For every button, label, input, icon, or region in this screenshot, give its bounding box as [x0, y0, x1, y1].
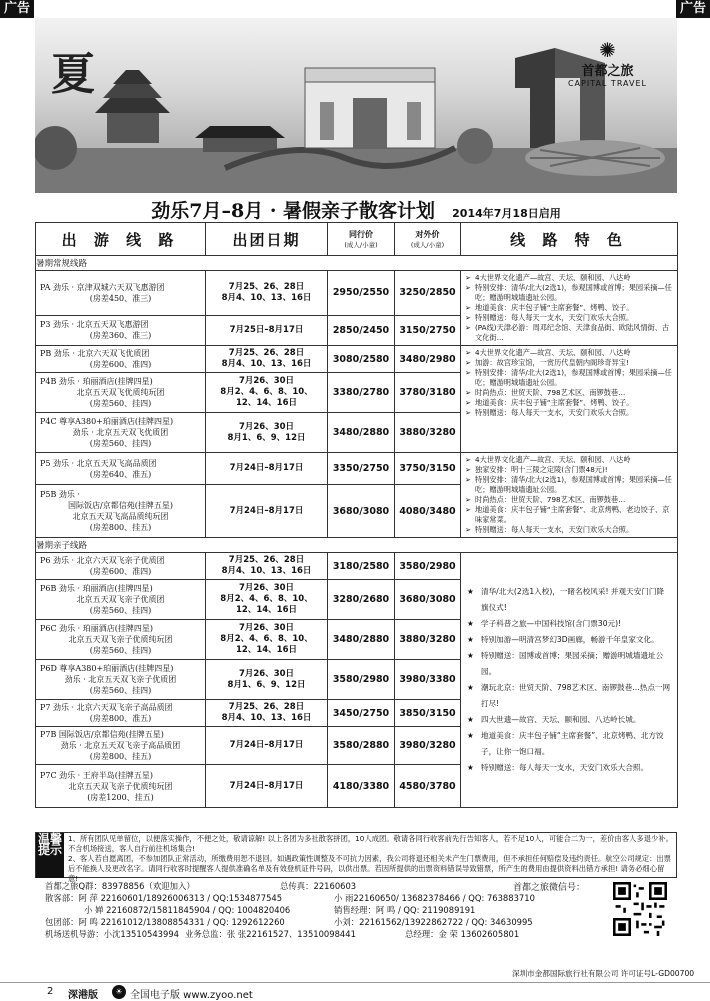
peer-price: 2950/2550 [328, 271, 395, 316]
public-price: 3850/3150 [395, 700, 461, 727]
sales-contact-2: 小 雨22160650/ 13682378466 / QQ: 763883710 [334, 893, 535, 903]
warm-tips-box [35, 832, 677, 883]
route-features [461, 453, 678, 538]
star-icon: ★ [467, 763, 474, 772]
peer-price: 3480/2880 [328, 620, 395, 660]
departure-dates: 7月25、26、28日 8月4、10、13、16日 [206, 271, 328, 316]
public-price: 3480/2980 [395, 346, 461, 373]
arrow-bullet-icon: ➢ [465, 398, 472, 407]
peer-price: 3580/2880 [328, 727, 395, 765]
license-info: 深圳市金都国际旅行社有限公司 许可证号L-GD00700 [512, 969, 695, 978]
page-title-row [35, 196, 677, 222]
regular-rows [36, 271, 678, 538]
warm-tips-text [68, 834, 674, 884]
route-name: P6C 劲乐 · 珀丽酒店(挂牌四星) 北京五天双飞亲子优质纯玩团 (房差560、挂四) [36, 620, 206, 660]
arrow-bullet-icon: ➢ [465, 388, 472, 397]
peer-price: 3080/2580 [328, 346, 395, 373]
peer-price: 3480/2880 [328, 413, 395, 453]
departure-dates: 7月25、26、28日 8月4、10、13、16日 [206, 553, 328, 580]
departure-dates: 7月26、30日 8月2、4、6、8、10、 12、14、16日 [206, 373, 328, 413]
header-dates: 出团日期 [206, 223, 328, 256]
public-price: 4080/3480 [395, 485, 461, 538]
e-edition-link[interactable]: 全国电子版 www.zyoo.net [130, 990, 253, 1001]
feature-item: ➢ 特别安排：清华/北大(2选1)，参观国博或首博；果园采摘—任吃；赠游明城墙遗址公园。 [465, 283, 672, 302]
arrow-bullet-icon: ➢ [465, 408, 472, 417]
page-number: 2 [47, 986, 54, 997]
feature-item: ★ 学子科普之旅—中国科技馆(含门票30元)! [467, 616, 671, 632]
section-family: 暑期亲子线路 [36, 538, 678, 553]
feature-item: ➢ 特别赠送：每人每天一支水，天安门欢乐大合照。 [465, 525, 634, 534]
departure-dates: 7月24日–8月17日 [206, 453, 328, 485]
peer-price: 3280/2680 [328, 580, 395, 620]
header-route: 出 游 线 路 [36, 223, 206, 256]
star-icon: ★ [467, 683, 474, 692]
peer-price: 3180/2580 [328, 553, 395, 580]
sales-manager: 销售经理：阿 鸣 / QQ: 2119089191 [334, 905, 476, 915]
arrow-bullet-icon: ➢ [465, 525, 472, 534]
table-row[interactable] [36, 271, 678, 316]
route-name: P4B 劲乐 · 珀丽酒店(挂牌四星) 北京五天双飞优质纯玩团 (房差560、挂四) [36, 373, 206, 413]
warm-tips-label: 温馨提示 [36, 833, 64, 878]
family-rows [36, 553, 678, 808]
route-name: P7B 国际饭店/京都信苑(挂牌五星) 劲乐 · 北京五天双飞亲子高品质团 (房差800、挂五) [36, 727, 206, 765]
feature-item: ➢ 地道美食：庆丰包子铺“主席套餐”、烤鸭、饺子。 [465, 398, 634, 407]
route-features [461, 553, 678, 808]
brand-logo [568, 40, 647, 88]
feature-item: ➢ 4大世界文化遗产—故宫、天坛、颐和园、八达岭 [465, 273, 631, 282]
table-row[interactable] [36, 346, 678, 373]
feature-item: ★ 清华/北大(2选1入校)，一睹名校风采! 并观天安门门降旗仪式! [467, 584, 671, 616]
public-price: 4580/3780 [395, 765, 461, 808]
wechat-qr-code[interactable] [613, 882, 667, 936]
feature-item: ➢ 时尚热点：世贸天阶、798艺术区、南锣鼓巷… [465, 495, 626, 504]
contact-block [35, 880, 677, 980]
sales-contact-1: 散客部：阿 萍 22160601/18926006313 / QQ:1534877545 [45, 893, 283, 903]
arrow-bullet-icon: ➢ [465, 273, 472, 282]
public-price: 3980/3380 [395, 660, 461, 700]
route-name: P5B 劲乐 · 国际饭店/京都信苑(挂牌五星) 北京五天双飞高品质纯玩团 (房差800、挂五) [36, 485, 206, 538]
route-features [461, 346, 678, 453]
feature-item: ➢ 特别安排：清华/北大(2选1)，参观国博或首博；果园采摘—任吃；赠游明城墙遗址公园。 [465, 368, 672, 387]
brand-name-cn: 首都之旅 [581, 64, 634, 79]
public-price: 3250/2850 [395, 271, 461, 316]
feature-item: ★ 潮玩北京：世贸天阶、798艺术区、南锣鼓巷…热点一网打尽! [467, 680, 671, 712]
arrow-bullet-icon: ➢ [465, 455, 472, 464]
arrow-bullet-icon: ➢ [465, 323, 472, 332]
departure-dates: 7月25、26、28日 8月4、10、13、16日 [206, 700, 328, 727]
header-peer-price: 同行价 (成人/小童) [328, 223, 395, 256]
arrow-bullet-icon: ➢ [465, 475, 472, 484]
group-contact-2: 小刘：22161562/13922862722 / QQ: 34630995 [334, 917, 533, 927]
peer-price: 3680/3080 [328, 485, 395, 538]
arrow-bullet-icon: ➢ [465, 368, 472, 377]
arrow-bullet-icon: ➢ [465, 348, 472, 357]
table-header [36, 223, 678, 256]
feature-item: ★ 特别赠送：每人每天一支水，天安门欢乐大合照。 [467, 760, 671, 776]
feature-item: ➢ 加游：故宫珍宝馆，一赏历代皇朝内阁珍奇异宝! [465, 358, 629, 367]
departure-dates: 7月26、30日 8月1、6、9、12日 [206, 660, 328, 700]
header-public-price: 对外价 (成人/小童) [395, 223, 461, 256]
route-name: P3 劲乐 · 北京五天双飞惠游团 (房差360、准三) [36, 315, 206, 345]
departure-dates: 7月24日–8月17日 [206, 485, 328, 538]
page-footer [0, 982, 710, 1001]
route-name: PB 劲乐 · 北京六天双飞优质团 (房差600、准四) [36, 346, 206, 373]
departure-dates: 7月26、30日 8月2、4、6、8、10、 12、14、16日 [206, 620, 328, 660]
star-icon: ★ [467, 651, 474, 660]
top-bar [0, 0, 710, 20]
tip-item: 1、所有团队见单留位，以便落实操作，不便之处，敬请谅解! 以上各团为多社散客拼团，10人成团。敬请各同行收客前先行告知客人，若不足10人，可能合二为一，差价由客人多退少补。不含机场接送，客人自行前往机场集合! [68, 834, 673, 853]
feature-item: ★ 四大世遗—故宫、天坛、颐和园、八达岭长城。 [467, 712, 671, 728]
brand-name-en: CAPITAL TRAVEL [567, 79, 647, 88]
page-title: 劲乐7月–8月 · 暑假亲子散客计划 [151, 200, 436, 222]
feature-item: ★ 特别加游—明清宫梦幻3D画廊，畅游千年皇家文化。 [467, 632, 671, 648]
sales-contact-3: 小 婵 22160872/15811845904 / QQ: 1004820406 [84, 905, 291, 915]
public-price: 3580/2980 [395, 553, 461, 580]
peer-price: 3350/2750 [328, 453, 395, 485]
feature-item: ➢ 特别安排：清华/北大(2选1)，参观国博或首博；果园采摘—任吃；赠游明城墙遗址公园。 [465, 475, 672, 494]
feature-item: ➢ 4大世界文化遗产—故宫、天坛、颐和园、八达岭 [465, 348, 631, 357]
itinerary-table [35, 222, 678, 808]
route-name: P6D 尊享A380+珀丽酒店(挂牌四星) 劲乐 · 北京五天双飞亲子优质团 (房差560、挂四) [36, 660, 206, 700]
header-features: 线 路 特 色 [461, 223, 678, 256]
route-name: P4C 尊享A380+珀丽酒店(挂牌四星) 劲乐 · 北京五天双飞优质团 (房差560、挂四) [36, 413, 206, 453]
feature-item: ➢ 特别赠送：每人每天一支水，天安门欢乐大合照。 [465, 408, 634, 417]
route-features [461, 271, 678, 346]
peer-price: 4180/3380 [328, 765, 395, 808]
star-icon: ★ [467, 731, 474, 740]
feature-item: ➢ 地道美食：庆丰包子铺“主席套餐”、烤鸭、饺子。 [465, 303, 634, 312]
route-name: P6B 劲乐 · 珀丽酒店(挂牌四星) 北京五天双飞亲子优质团 (房差560、挂四) [36, 580, 206, 620]
star-icon: ★ [467, 619, 474, 628]
feature-item: ➢ 独家安排：明十三陵之定陵(含门票48元)! [465, 465, 608, 474]
paper-edition: 深港版 [68, 990, 98, 1001]
public-price: 3780/3180 [395, 373, 461, 413]
sun-logo-icon: ☀ [112, 985, 126, 999]
airport-guide: 机场送机导游：小沈13510543994 [45, 929, 179, 939]
feature-item: ★ 地道美食：庆丰包子铺“主席套餐”、北京烤鸭、北方饺子，让你一饱口福。 [467, 728, 671, 760]
public-price: 3750/3150 [395, 453, 461, 485]
summer-calligraphy: 夏 [51, 49, 95, 100]
feature-item: ➢ 4大世界文化遗产—故宫、天坛、颐和园、八达岭 [465, 455, 631, 464]
star-icon: ★ [467, 715, 474, 724]
table-row[interactable] [36, 553, 678, 580]
public-price: 3150/2750 [395, 315, 461, 345]
route-name: P7C 劲乐 · 王府半岛(挂牌五星) 北京五天双飞亲子优质纯玩团 (房差1200、挂五) [36, 765, 206, 808]
section-regular: 暑期常规线路 [36, 256, 678, 271]
arrow-bullet-icon: ➢ [465, 465, 472, 474]
route-name: PA 劲乐 · 京津双城六天双飞惠游团 (房差450、准三) [36, 271, 206, 316]
hero-banner [35, 18, 677, 193]
route-name: P5 劲乐 · 北京五天双飞高品质团 (房差640、准五) [36, 453, 206, 485]
business-director: 业务总监：张 张22161527、13510098441 [185, 929, 356, 939]
route-name: P7 劲乐 · 北京六天双飞亲子高品质团 (房差800、准五) [36, 700, 206, 727]
feature-item: ➢ (PA线)天津必游：周邓纪念馆、天津食品街、欧陆风情街、古文化街… [465, 323, 670, 342]
star-icon: ★ [467, 635, 474, 644]
public-price: 3680/3080 [395, 580, 461, 620]
qq-group: 首都之旅Q群：83978856（欢迎加入） [45, 881, 195, 891]
table-row[interactable] [36, 453, 678, 485]
arrow-bullet-icon: ➢ [465, 505, 472, 514]
feature-item: ➢ 地道美食：庆丰包子铺“主席套餐”、北京烤鸭、老边饺子、京味家常菜。 [465, 505, 670, 524]
brand-swirl-icon: ✺ [599, 38, 616, 62]
star-icon: ★ [467, 587, 474, 596]
peer-price: 3380/2780 [328, 373, 395, 413]
arrow-bullet-icon: ➢ [465, 313, 472, 322]
wechat-label: 首都之旅微信号： [513, 883, 586, 893]
departure-dates: 7月25、26、28日 8月4、10、13、16日 [206, 346, 328, 373]
group-contact-1: 包团部：阿 鸣 22161012/13808854331 / QQ: 1292612260 [45, 917, 285, 927]
effective-date: 2014年7月18日启用 [452, 207, 561, 220]
public-price: 3980/3280 [395, 727, 461, 765]
ad-tag-right: 广告 [676, 0, 710, 18]
public-price: 3880/3280 [395, 620, 461, 660]
feature-item: ➢ 特别赠送：每人每天一支水，天安门欢乐大合照。 [465, 313, 634, 322]
arrow-bullet-icon: ➢ [465, 283, 472, 292]
departure-dates: 7月25日–8月17日 [206, 315, 328, 345]
tip-item: 2、客人若自愿离团，不参加团队正常活动，所缴费用恕不退回。如遇政策性调整及不可抗力因素，我公司将退还相关未产生门票费用，但不承担任何赔偿及违约责任。航空公司规定：出票后不能换人及更改名字。请同行收客时提醒客人提供准确名单及有效登机证件号码，以供出票。若因所提供的出票资料错误导致错票，所产生的费用由提供资料出错方承担! 请务必细心留意! [68, 854, 671, 883]
general-manager: 总经理：金 荣 13602605801 [405, 929, 520, 939]
arrow-bullet-icon: ➢ [465, 495, 472, 504]
peer-price: 3450/2750 [328, 700, 395, 727]
peer-price: 2850/2450 [328, 315, 395, 345]
route-name: P6 劲乐 · 北京六天双飞亲子优质团 (房差600、准四) [36, 553, 206, 580]
departure-dates: 7月24日–8月17日 [206, 727, 328, 765]
feature-item: ➢ 时尚热点：世贸天阶、798艺术区、南锣鼓巷… [465, 388, 626, 397]
public-price: 3880/3280 [395, 413, 461, 453]
general-fax: 总传真：22160603 [280, 881, 357, 891]
departure-dates: 7月26、30日 8月1、6、9、12日 [206, 413, 328, 453]
ad-tag-left: 广告 [0, 0, 34, 18]
feature-item: ★ 特别赠送：国博或首博；果园采摘；赠游明城墙遗址公园。 [467, 648, 671, 680]
departure-dates: 7月24日–8月17日 [206, 765, 328, 808]
peer-price: 3580/2980 [328, 660, 395, 700]
departure-dates: 7月26、30日 8月2、4、6、8、10、 12、14、16日 [206, 580, 328, 620]
arrow-bullet-icon: ➢ [465, 303, 472, 312]
arrow-bullet-icon: ➢ [465, 358, 472, 367]
